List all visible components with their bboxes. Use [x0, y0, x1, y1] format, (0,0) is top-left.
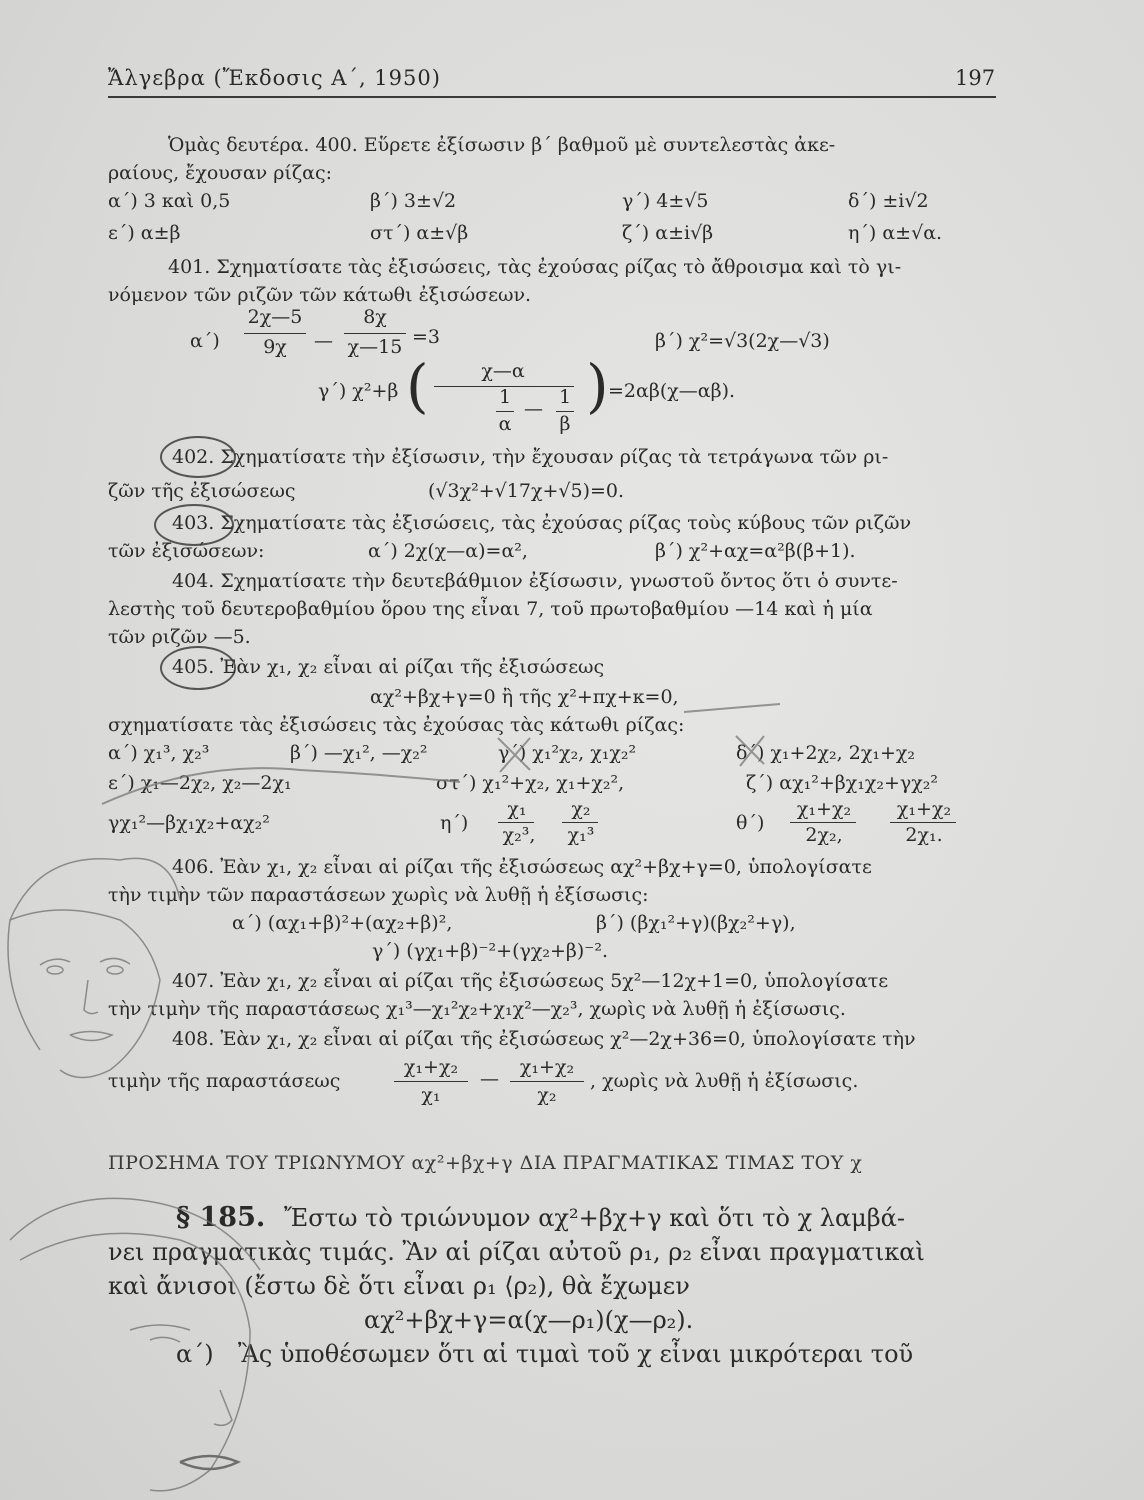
section-185-line2: νει πραγματικὰς τιμάς. Ἂν αἱ ρίζαι αὐτοῦ ρ₁, ρ₂ εἶναι πραγματικαὶ [108, 1238, 925, 1266]
page-number: 197 [955, 66, 996, 90]
problem-400-a: α΄) 3 καὶ 0,5 [108, 190, 231, 212]
problem-405-e: ε΄) χ₁—2χ₂, χ₂—2χ₁ [108, 772, 292, 794]
eq-401-c-d2n: 1 [558, 386, 572, 408]
problem-405-z-cont: γχ₁²—βχ₁χ₂+αχ₂² [108, 812, 270, 834]
face-sketch-1 [0, 830, 190, 1090]
eq-401-b: β΄) χ²=√3(2χ—√3) [655, 330, 830, 352]
problem-401-line1: 401. Σχηματίσατε τὰς ἐξισώσεις, τὰς ἐχούσας ρίζας τὸ ἄθροισμα καὶ τὸ γι- [168, 256, 902, 278]
eq-401-a-den1: 9χ [263, 336, 287, 358]
problem-403-line2c: β΄) χ²+αχ=α²β(β+1). [655, 540, 856, 562]
problem-406-c: γ΄) (γχ₁+β)⁻²+(γχ₂+β)⁻². [372, 940, 608, 962]
problem-406-line2: τὴν τιμὴν τῶν παραστάσεων χωρὶς νὰ λυθῇ ἡ ἐξίσωσις: [108, 884, 649, 906]
problem-405-d: δ΄) χ₁+2χ₂, 2χ₁+χ₂ [736, 742, 916, 764]
pencil-stroke [684, 704, 780, 712]
paren-left: ( [406, 352, 429, 420]
eq-401-c-dminus: — [524, 398, 543, 420]
problem-406-line1: 406. Ἐὰν χ₁, χ₂ εἶναι αἱ ρίζαι τῆς ἐξισώσεως αχ²+βχ+γ=0, ὑπολογίσατε [172, 856, 872, 878]
frac-th-n1: χ₁+χ₂ [796, 798, 852, 820]
section-185-line4: Ἂς ὑποθέσωμεν ὅτι αἱ τιμαὶ τοῦ χ εἶναι μικρότεραι τοῦ [238, 1340, 914, 1368]
problem-404-line2: λεστὴς τοῦ δευτεροβαθμίου ὅρου της εἶναι 7, τοῦ πρωτοβαθμίου —14 καὶ ἡ μία [108, 598, 873, 620]
frac-th-d1: 2χ₂, [805, 824, 843, 846]
paren-right: ) [586, 352, 609, 420]
problem-403-line1: 403. Σχηματίσατε τὰς ἐξισώσεις, τὰς ἐχούσας ρίζας τοὺς κύβους τῶν ριζῶν [172, 512, 912, 534]
frac-h-d1: χ₂³, [502, 824, 536, 846]
problem-408-line2a: τιμὴν τῆς παραστάσεως [108, 1070, 341, 1092]
running-header-title: Ἄλγεβρα (Ἔκδοσις Α΄, 1950) [108, 66, 441, 90]
frac-th-n2: χ₁+χ₂ [896, 798, 952, 820]
problem-407-line2: τὴν τιμὴν τῆς παραστάσεως χ₁³—χ₁²χ₂+χ₁χ²—χ₂³, χωρὶς νὰ λυθῇ ἡ ἐξίσωσις. [108, 998, 846, 1020]
face-sketch-2 [0, 1180, 290, 1500]
section-185-number: § 185. [176, 1202, 266, 1233]
pencil-stroke [102, 768, 460, 804]
cross-mark-1 [498, 738, 530, 772]
frac-h-n1: χ₁ [507, 798, 527, 820]
problem-404-line1: 404. Σχηματίσατε τὴν δευτεβάθμιον ἐξίσωσιν, γνωστοῦ ὄντος ὅτι ὁ συντε- [172, 570, 898, 592]
frac-h-d2: χ₁³ [567, 824, 595, 846]
cross-mark-2 [736, 736, 764, 766]
frac-408-n2: χ₁+χ₂ [519, 1056, 575, 1078]
eq-401-a-label: α΄) [190, 330, 220, 352]
problem-405-line3: σχηματίσατε τὰς ἐξισώσεις τὰς ἐχούσας τὰς κάτωθι ρίζας: [108, 714, 685, 736]
problem-400-z: ζ΄) α±i√β [622, 222, 714, 244]
problem-400-st: στ΄) α±√β [370, 222, 469, 244]
eq-401-a-num2: 8χ [363, 306, 387, 328]
frac-408-minus: — [480, 1068, 499, 1090]
problem-403-line2a: τῶν ἐξισώσεων: [108, 540, 265, 562]
frac-408-d2: χ₂ [537, 1084, 557, 1106]
problem-400-c: γ΄) 4±√5 [622, 190, 709, 212]
problem-405-st: στ΄) χ₁²+χ₂, χ₁+χ₂², [436, 772, 625, 794]
problem-400-e: ε΄) α±β [108, 222, 181, 244]
section-185-a-label: α΄) [176, 1340, 214, 1368]
eq-401-c-d2d: β [559, 413, 571, 435]
problem-405-h-label: η΄) [440, 812, 469, 834]
problem-401-line2: νόμενον τῶν ριζῶν τῶν κάτωθι ἐξισώσεων. [108, 284, 532, 306]
eq-401-a-minus: — [314, 330, 333, 352]
problem-405-z: ζ΄) αχ₁²+βχ₁χ₂+γχ₂² [746, 772, 939, 794]
eq-401-c-left: γ΄) χ²+β [318, 380, 399, 402]
frac-h-n2: χ₂ [571, 798, 591, 820]
problem-407-line1: 407. Ἐὰν χ₁, χ₂ εἶναι αἱ ρίζαι τῆς ἐξισώσεως 5χ²—12χ+1=0, ὑπολογίσατε [172, 970, 889, 992]
frac-408-d1: χ₁ [421, 1084, 441, 1106]
frac-th-d2: 2χ₁. [905, 824, 943, 846]
eq-401-a-rhs: =3 [412, 326, 441, 348]
problem-405-th-label: θ΄) [736, 812, 765, 834]
problem-400-line1: Ὁμὰς δευτέρα. 400. Εὕρετε ἐξίσωσιν β΄ βαθμοῦ μὲ συντελεστὰς ἀκε- [168, 134, 836, 156]
problem-406-a: α΄) (αχ₁+β)²+(αχ₂+β)², [232, 912, 453, 934]
section-heading: ΠΡΟΣΗΜΑ ΤΟΥ ΤΡΙΩΝΥΜΟΥ αχ²+βχ+γ ΔΙΑ ΠΡΑΓΜΑΤΙΚΑΣ ΤΙΜΑΣ ΤΟΥ χ [108, 1152, 863, 1174]
eq-401-a-num1: 2χ—5 [247, 306, 303, 328]
problem-406-b: β΄) (βχ₁²+γ)(βχ₂²+γ), [596, 912, 796, 934]
problem-404-line3: τῶν ριζῶν —5. [108, 626, 251, 648]
problem-402-line2b: (√3χ²+√17χ+√5)=0. [428, 480, 625, 502]
section-185-line3: καὶ ἄνισοι (ἔστω δὲ ὅτι εἶναι ρ₁ ⟨ρ₂), θὰ ἔχωμεν [108, 1272, 690, 1300]
problem-402-line2a: ζῶν τῆς ἐξισώσεως [108, 480, 296, 502]
problem-400-b: β΄) 3±√2 [370, 190, 457, 212]
eq-401-a-den2: χ—15 [347, 336, 403, 358]
problem-400-line2: ραίους, ἔχουσαν ρίζας: [108, 162, 333, 184]
section-185-line1: Ἔστω τὸ τριώνυμον αχ²+βχ+γ καὶ ὅτι τὸ χ λαμβά- [284, 1204, 905, 1232]
problem-405-c: γ΄) χ₁²χ₂, χ₁χ₂² [498, 742, 637, 764]
eq-401-c-d1n: 1 [498, 386, 512, 408]
problem-408-line2b: , χωρὶς νὰ λυθῇ ἡ ἐξίσωσις. [590, 1070, 859, 1092]
problem-405-line1: 405. Ἐὰν χ₁, χ₂ εἶναι αἱ ρίζαι τῆς ἐξισώσεως [172, 656, 605, 678]
problem-405-line2: αχ²+βχ+γ=0 ἢ τῆς χ²+πχ+κ=0, [370, 686, 679, 708]
frac-408-n1: χ₁+χ₂ [403, 1056, 459, 1078]
problem-402-line1: 402. Σχηματίσατε τὴν ἐξίσωσιν, τὴν ἔχουσαν ρίζας τὰ τετράγωνα τῶν ρι- [172, 446, 889, 468]
problem-408-line1: 408. Ἐὰν χ₁, χ₂ εἶναι αἱ ρίζαι τῆς ἐξισώσεως χ²—2χ+36=0, ὑπολογίσατε τὴν [172, 1028, 916, 1050]
problem-405-b: β΄) —χ₁², —χ₂² [290, 742, 428, 764]
problem-400-h: η΄) α±√α. [848, 222, 943, 244]
problem-403-line2b: α΄) 2χ(χ—α)=α², [368, 540, 528, 562]
problem-405-a: α΄) χ₁³, χ₂³ [108, 742, 210, 764]
section-185-equation: αχ²+βχ+γ=α(χ—ρ₁)(χ—ρ₂). [364, 1306, 694, 1334]
eq-401-c-num: χ—α [481, 360, 525, 382]
problem-400-d: δ΄) ±i√2 [848, 190, 929, 212]
eq-401-c-d1d: α [498, 413, 512, 435]
eq-401-c-rhs: =2αβ(χ—αβ). [608, 380, 736, 402]
